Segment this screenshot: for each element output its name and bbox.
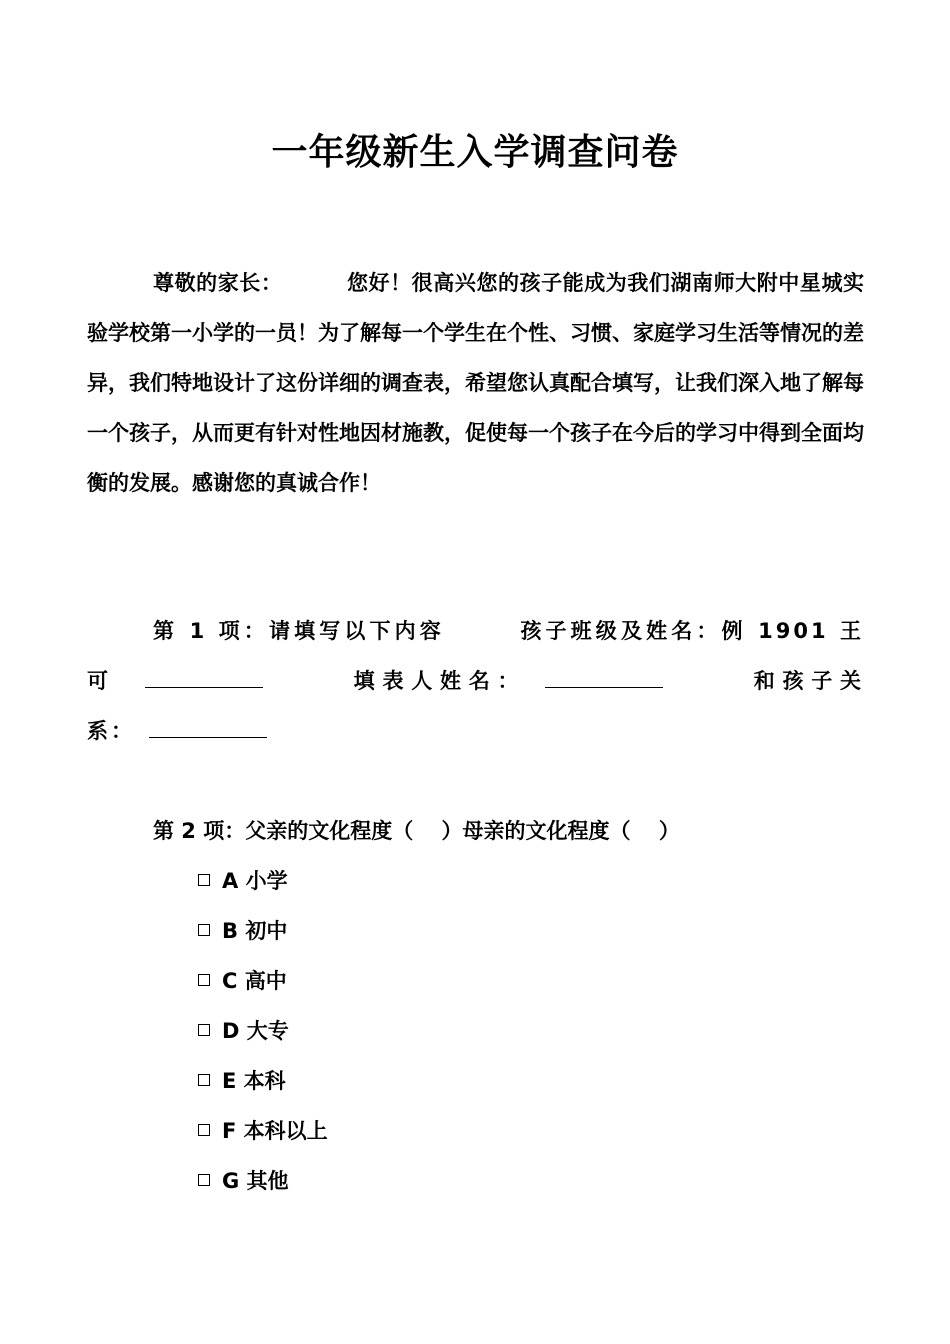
checkbox-icon[interactable] [198, 1174, 210, 1186]
option-item[interactable] [198, 956, 328, 1006]
item-1-line-1 [87, 606, 864, 656]
option-item[interactable] [198, 1156, 328, 1206]
option-label: E 本科 [222, 1069, 286, 1093]
option-item[interactable] [198, 906, 328, 956]
option-item[interactable] [198, 1006, 328, 1056]
filler-name-blank[interactable] [545, 669, 663, 688]
option-item[interactable] [198, 1056, 328, 1106]
item-2-label: 第 2 项：父亲的文化程度（ ）母亲的文化程度（ ） [153, 819, 680, 843]
checkbox-icon[interactable] [198, 1124, 210, 1136]
option-item[interactable] [198, 1106, 328, 1156]
option-label: C 高中 [222, 969, 287, 993]
option-item[interactable] [198, 856, 328, 906]
checkbox-icon[interactable] [198, 924, 210, 936]
checkbox-icon[interactable] [198, 974, 210, 986]
intro-paragraph [87, 258, 864, 508]
relation-blank[interactable] [149, 719, 267, 738]
item-1-label: 第 1 项：请填写以下内容 [153, 619, 445, 643]
option-label: D 大专 [222, 1019, 289, 1043]
option-label: B 初中 [222, 919, 288, 943]
child-name-blank[interactable] [145, 669, 263, 688]
relation-label: 和孩子关 [753, 669, 865, 693]
child-name-label: 孩子班级及姓名：例 1901 王 [520, 619, 865, 643]
option-label: G 其他 [222, 1169, 289, 1193]
salutation: 尊敬的家长： [153, 271, 283, 295]
checkbox-icon[interactable] [198, 1074, 210, 1086]
checkbox-icon[interactable] [198, 874, 210, 886]
item-1-line-3 [87, 706, 864, 756]
option-label: A 小学 [222, 869, 288, 893]
option-label: F 本科以上 [222, 1119, 328, 1143]
item-1-section [87, 606, 864, 756]
education-options [198, 856, 328, 1206]
relation-label-cont: 系： [87, 719, 125, 743]
filler-name-label: 填表人姓名： [353, 669, 516, 693]
checkbox-icon[interactable] [198, 1024, 210, 1036]
item-1-line-2 [87, 656, 864, 706]
page-title: 一年级新生入学调查问卷 [271, 132, 679, 173]
intro-body: 您好！很高兴您的孩子能成为我们湖南师大附中星城实验学校第一小学的一员！为了解每一个学生在个性、习惯、家庭学习生活等情况的差异，我们特地设计了这份详细的调查表，希望您认真配合填写，让我们深入地了解每一个孩子，从而更有针对性地因材施教，促使每一个孩子在今后的学习中得到全面均衡的发展。感谢您的真诚合作！ [87, 271, 865, 495]
child-name-label-cont: 可 [87, 669, 116, 693]
